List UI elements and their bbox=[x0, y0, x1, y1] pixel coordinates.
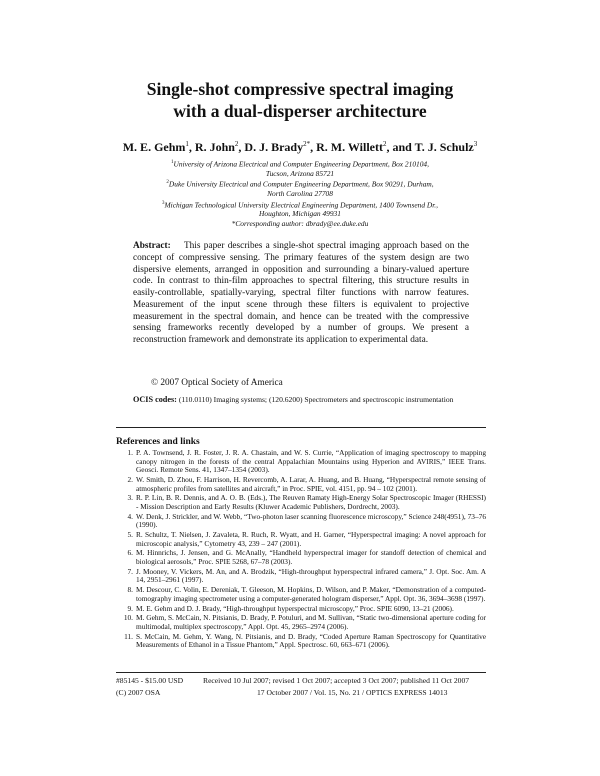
affiliations bbox=[0, 158, 600, 228]
reference-item: 2. W. Smith, D. Zhou, F. Harrison, H. Revercomb, A. Larar, A. Huang, and B. Huang, “Hyperspectral remote sensing of atmospheric profiles from satellites and aircraft,” in Proc. SPIE, vol. 4151, pp. 94 – 102 (2001). bbox=[127, 474, 486, 493]
author-name: T. J. Schulz bbox=[414, 140, 474, 154]
title-line-1: Single-shot compressive spectral imaging bbox=[146, 79, 454, 99]
title-line-2: with a dual-disperser architecture bbox=[173, 101, 427, 121]
reference-list bbox=[116, 449, 486, 651]
author-name: M. E. Gehm bbox=[122, 140, 186, 154]
ocis-text: (110.0110) Imaging systems; (120.6200) Spectrometers and spectroscopic instrumentation bbox=[178, 395, 454, 404]
corresponding-author: *Corresponding author: dbrady@ee.duke.edu bbox=[231, 218, 369, 228]
journal-citation: 17 October 2007 / Vol. 15, No. 21 / OPTICS EXPRESS 14013 bbox=[257, 688, 448, 697]
author-affil-mark: 3 bbox=[473, 140, 478, 148]
reference-item: 11. S. McCain, M. Gehm, Y. Wang, N. Pitsianis, and D. Brady, “Coded Aperture Raman Spectroscopy for Quantitative Measurements of Ethanol in a Tissue Phantom,” Appl. Spectrosc. 60, 663–671 (2006). bbox=[124, 631, 486, 650]
author-name: R. John bbox=[194, 140, 235, 154]
paper-title bbox=[0, 78, 600, 122]
affiliation-1: $^1$University of Arizona Electrical and Computer Engineering Department, Box 210104, bbox=[171, 159, 429, 169]
author-name: D. J. Brady bbox=[244, 140, 304, 154]
reference-item: 4. W. Denk, J. Strickler, and W. Webb, “Two-photon laser scanning fluorescence microscopy,” Science 248(4951), 73–76 (1990). bbox=[127, 511, 486, 530]
abstract-text: This paper describes a single-shot spectral imaging approach based on the concept of compressive sensing. The primary features of the system design are two dispersive elements, arranged in opposition and surrounding a binary-valued aperture code. In contrast to thin-film approaches to spectral filtering, this structure results in easily-controllable, spatially-varying, spectral filter functions with narrow features. Measurement of the input scene through these filters is equivalent to projective measurement in the spectral domain, and hence can be treated with the compressive sensing frameworks recently developed by a number of groups. We present a reconstruction framework and demonstrate its application to experimental data. bbox=[133, 241, 470, 345]
affiliation-1-cont: Tucson, Arizona 85721 bbox=[265, 168, 335, 178]
author-affil-mark: 1 bbox=[185, 140, 189, 148]
osa-copyright: (C) 2007 OSA bbox=[116, 688, 161, 697]
divider bbox=[116, 427, 486, 428]
affiliation-2: $^2$Duke University Electrical and Computer Engineering Department, Box 90291, Durham, bbox=[166, 179, 434, 189]
reference-item: 1. P. A. Townsend, J. R. Foster, J. R. A. Chastain, and W. S. Currie, “Application of imaging spectroscopy to mapping canopy nitrogen in the forests of the central Appalachian Mountains using Hyperion and AVIRIS,” IEEE Trans. Geosci. Remote Sens. 41, 1347–1354 (2003). bbox=[127, 448, 486, 475]
reference-item: 9. M. E. Gehm and D. J. Brady, “High-throughput hyperspectral microscopy,” Proc. SPIE 6090, 13–21 (2006). bbox=[127, 603, 454, 613]
reference-item: 3. R. P. Lin, B. R. Dennis, and A. O. B. (Eds.), The Reuven Ramaty High-Energy Solar Spectroscopic Imager (RHESSI) - Mission Description and Early Results (Kluwer Academic Publishers, Dordrecht, 2003). bbox=[127, 493, 486, 511]
author-affil-mark: 2 bbox=[382, 140, 387, 148]
reference-item: 6. M. Hinnrichs, J. Jensen, and G. McAnally, “Handheld hyperspectral imager for standoff detection of chemical and biological aerosols,” Proc. SPIE 5268, 67–78 (2003). bbox=[127, 548, 486, 567]
abstract bbox=[133, 241, 469, 347]
author-affil-mark: 2 bbox=[234, 140, 239, 148]
copyright-notice: © 2007 Optical Society of America bbox=[151, 378, 283, 388]
author-affil-mark: 2* bbox=[303, 140, 311, 148]
ocis-label: OCIS codes: bbox=[133, 395, 177, 404]
affiliation-2-cont: North Carolina 27708 bbox=[267, 189, 333, 199]
ocis-codes bbox=[133, 395, 469, 405]
references-heading: References and links bbox=[116, 437, 200, 447]
affiliation-3: $^3$Michigan Technological University Electrical Engineering Department, 1400 Townsend Dr., bbox=[162, 200, 438, 210]
footer-divider bbox=[116, 672, 486, 673]
reference-item: 10. M. Gehm, S. McCain, N. Pitsianis, D. Brady, P. Potuluri, and M. Sullivan, “Static two-dimensional aperture coding for multimodal, multiplex spectroscopy,” Appl. Opt. 45, 2965–2974 (2006). bbox=[123, 613, 486, 631]
received-dates: Received 10 Jul 2007; revised 1 Oct 2007; accepted 3 Oct 2007; published 11 Oct 2007 bbox=[203, 676, 470, 685]
author-name: R. M. Willett bbox=[316, 140, 383, 154]
reference-item: 8. M. Descour, C. Volin, E. Dereniak, T. Gleeson, M. Hopkins, D. Wilson, and P. Maker, “Demonstration of a computed-tomography imaging spectrometer using a computer-generated hologram disperser,” Appl. Opt. 36, 3694–3698 (1997). bbox=[127, 585, 486, 603]
author-list: M. E. Gehm$^1$, R. John$^2$, D. J. Brady$^{2*}$, R. M. Willett$^2$, and T. J. Schulz$^3$ bbox=[122, 140, 478, 154]
article-id: #85145 - $15.00 USD bbox=[116, 676, 184, 685]
reference-item: 7. J. Mooney, V. Vickers, M. An, and A. Brodzik, “High-throughput hyperspectral infrared camera,” J. Opt. Soc. Am. A 14, 2951–2961 (1997). bbox=[127, 566, 486, 585]
reference-item: 5. R. Schultz, T. Nielsen, J. Zavaleta, R. Ruch, R. Wyatt, and H. Garner, “Hyperspectral imaging: A novel approach for microscopic analysis,” Cytometry 43, 239 – 247 (2001). bbox=[127, 530, 486, 548]
abstract-label: Abstract: bbox=[133, 241, 171, 251]
affiliation-3-cont: Houghton, Michigan 49931 bbox=[259, 209, 341, 219]
